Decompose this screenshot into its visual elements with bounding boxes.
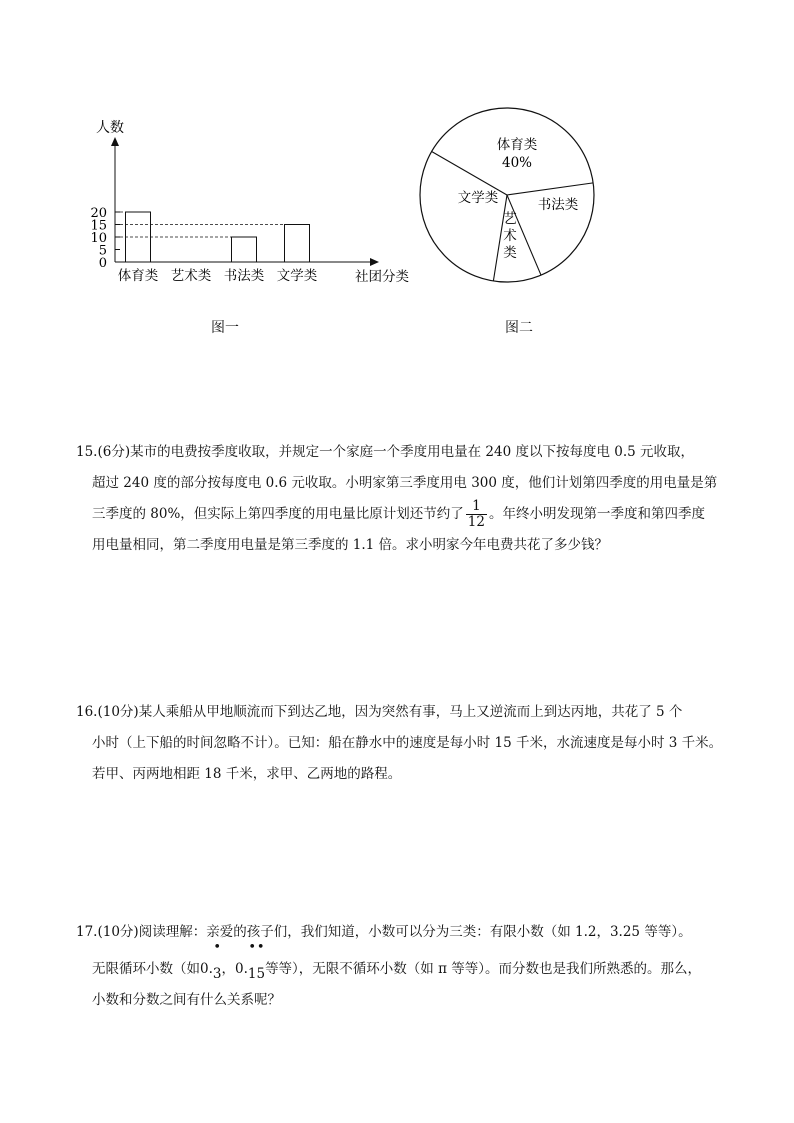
repeat-dot-icon: • [248,940,257,955]
x-tick-label: 书法类 [223,268,265,284]
figure1-bar-chart [70,110,430,310]
y-axis-arrow-icon [111,137,119,146]
problem-17-text-1: 阅读理解：亲爱的孩子们，我们知道，小数可以分为三类：有限小数（如 1.2，3.25 等等）。 [138,924,692,940]
y-tick-label: 5 [98,243,107,259]
problem-16-text-3: 若甲、丙两地相距 18 千米，求甲、乙两地的路程。 [92,766,402,782]
repeating-decimal-2 [234,940,266,982]
problem-15-text-3a: 三季度的 80%，但实际上第四季度的用电量比原计划还节约了 [92,506,464,522]
decimal-2-repeat-digit-2: 5 [256,966,266,982]
problem-16 [76,697,726,790]
repeat-dot-icon: • [256,940,265,955]
figure2-caption: 图二 [505,320,533,336]
x-tick-label: 文学类 [276,268,318,284]
bar-书法类 [232,237,257,262]
problem-15-number: 15. [76,444,98,460]
decimal-1-repeat-digit: 3 [212,966,222,982]
pie-label-art-char: 术 [503,228,517,244]
repeat-dot-icon: • [213,940,222,955]
fraction-denominator: 12 [467,514,485,530]
repeating-digit-3 [212,940,222,985]
y-axis-label: 人数 [96,120,124,136]
problem-17 [76,917,726,1016]
problem-17-text-2a: 无限循环小数（如 [92,961,200,977]
problem-15-score: (6分) [97,444,131,460]
problem-17-number: 17. [76,924,98,940]
problem-15-text-1: 某市的电费按季度收取，并规定一个家庭一个季度用电量在 240 度以下按每度电 0.5 元收取， [130,444,695,460]
pie-label-art-char: 艺 [503,211,517,227]
fraction-one-twelfth [466,499,487,530]
y-tick-label: 0 [98,256,107,271]
problem-16-number: 16. [76,704,98,720]
x-axis-label: 社团分类 [355,269,409,285]
pie-label-calligraphy: 书法类 [537,197,579,213]
decimal-separator: ， [221,961,235,977]
pie-label-art-char: 类 [503,245,517,261]
pie-label-sports: 体育类 [496,137,538,153]
pie-label-literature: 文学类 [457,190,499,206]
y-tick-label: 15 [90,218,107,234]
problem-15-text-2: 超过 240 度的部分按每度电 0.6 元收取。小明家第三季度用电 300 度，他们计划第四季度的用电量是第 [92,475,718,491]
decimal-2-integer-part: 0. [234,961,248,977]
bar-文学类 [285,225,310,263]
problem-16-score: (10分) [97,704,139,720]
problem-15-text-3b: 。年终小明发现第一季度和第四季度 [488,506,705,522]
pie-label-sports-percent: 40% [501,155,533,171]
decimal-1-integer-part: 0. [200,961,213,977]
problem-15 [76,437,726,561]
x-tick-label: 体育类 [117,268,159,284]
figure1-caption: 图一 [211,320,239,336]
problem-16-text-2: 小时（上下船的时间忽略不计）。已知：船在静水中的速度是每小时 15 千米，水流速度是每小时 3 千米。 [92,735,723,751]
problem-17-text-2b: 等等），无限不循环小数（如 π 等等）。而分数也是我们所熟悉的。那么， [265,961,702,977]
fraction-numerator: 1 [466,499,487,515]
problem-17-text-3: 小数和分数之间有什么关系呢？ [92,992,281,1008]
problem-17-score: (10分) [97,924,139,940]
repeating-decimal-1 [200,940,222,982]
decimal-2-repeat-digit-1: 1 [247,966,257,982]
y-tick-label: 10 [90,231,107,246]
x-tick-label: 艺术类 [170,268,212,284]
x-axis-arrow-icon [370,258,379,266]
figure2-pie-chart [410,100,620,290]
y-tick-label: 20 [90,206,107,221]
problem-16-text-1: 某人乘船从甲地顺流而下到达乙地，因为突然有事，马上又逆流而上到达丙地，共花了 5 个 [138,704,683,720]
problem-15-text-4: 用电量相同，第二季度用电量是第三季度的 1.1 倍。求小明家今年电费共花了多少钱？ [92,537,609,553]
repeating-digit-5 [256,940,266,985]
